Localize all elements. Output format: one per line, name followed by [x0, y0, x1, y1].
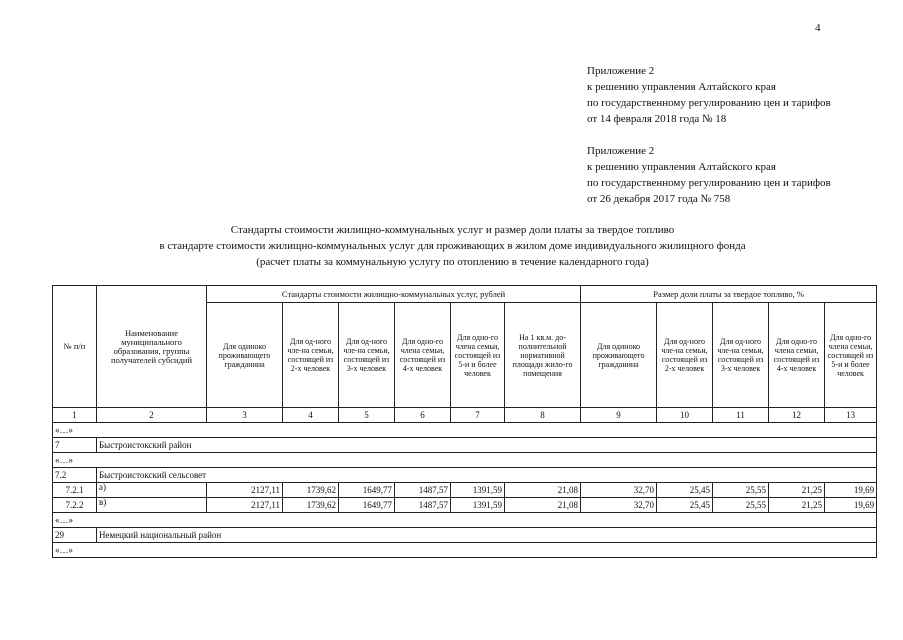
header-col-11: Для од-ного чле-на семьи, состоящей из 3-х человек: [713, 303, 769, 408]
section-row-district: [53, 438, 877, 453]
section-name: Быстроистокский район: [97, 438, 877, 453]
header-col-8: На 1 кв.м. до-полнительной нормативной площади жило-го помещения: [505, 303, 581, 408]
appendix-block-current: [587, 63, 831, 127]
header-group-standards: Стандарты стоимости жилищно-коммунальных услуг, рублей: [207, 286, 581, 303]
header-col-5: Для од-ного чле-на семьи, состоящей из 3-х человек: [339, 303, 395, 408]
header-col-6: Для одно-го члена семьи, состоящей из 4-х человек: [395, 303, 451, 408]
appendix-line: Приложение 2: [587, 145, 655, 157]
title-line: (расчет платы за коммунальную услугу по отоплению в течение календарного года): [256, 256, 649, 268]
header-col-7: Для одно-го члена семьи, состоящей из 5-и и более человек: [451, 303, 505, 408]
value-cell: 1391,59: [451, 498, 505, 513]
value-cell: 2127,11: [207, 483, 283, 498]
appendix-line: от 14 февраля 2018 года № 18: [587, 113, 727, 125]
appendix-block-previous: [587, 143, 831, 207]
header-col-9: Для одиноко проживающего гражданина: [581, 303, 657, 408]
ellipsis-row: [53, 423, 877, 438]
section-number: 7.2: [53, 468, 97, 483]
column-number: 12: [769, 408, 825, 423]
value-cell: 21,25: [769, 483, 825, 498]
column-number: 7: [451, 408, 505, 423]
appendix-line: к решению управления Алтайского края: [587, 81, 776, 93]
row-name: а): [97, 483, 207, 498]
value-cell: 21,08: [505, 483, 581, 498]
value-cell: 19,69: [825, 498, 877, 513]
value-cell: 1649,77: [339, 483, 395, 498]
value-cell: 21,08: [505, 498, 581, 513]
header-group-share: Размер доли платы за твердое топливо, %: [581, 286, 877, 303]
section-number: 7: [53, 438, 97, 453]
page-number: 4: [815, 22, 821, 34]
column-number-row: [53, 408, 877, 423]
value-cell: 32,70: [581, 498, 657, 513]
value-cell: 21,25: [769, 498, 825, 513]
ellipsis-row: [53, 543, 877, 558]
value-cell: 1739,62: [283, 498, 339, 513]
column-number: 5: [339, 408, 395, 423]
table-row: [53, 498, 877, 513]
value-cell: 25,55: [713, 498, 769, 513]
column-number: 8: [505, 408, 581, 423]
standards-table: [52, 285, 877, 558]
section-name: Быстроистокский сельсовет: [97, 468, 877, 483]
column-number: 2: [97, 408, 207, 423]
column-number: 6: [395, 408, 451, 423]
section-row-district: [53, 528, 877, 543]
ellipsis-cell: «…»: [53, 513, 877, 528]
column-number: 13: [825, 408, 877, 423]
value-cell: 25,55: [713, 483, 769, 498]
value-cell: 1391,59: [451, 483, 505, 498]
column-number: 10: [657, 408, 713, 423]
column-number: 3: [207, 408, 283, 423]
section-number: 29: [53, 528, 97, 543]
ellipsis-row: [53, 513, 877, 528]
section-name: Немецкий национальный район: [97, 528, 877, 543]
header-col-10: Для од-ного чле-на семьи, состоящей из 2-х человек: [657, 303, 713, 408]
appendix-line: по государственному регулированию цен и тарифов: [587, 97, 831, 109]
header-col-13: Для одно-го члена семьи, состоящей из 5-и и более человек: [825, 303, 877, 408]
row-number: 7.2.2: [53, 498, 97, 513]
ellipsis-row: [53, 453, 877, 468]
appendix-line: Приложение 2: [587, 65, 655, 77]
header-col-3: Для одиноко проживающего гражданина: [207, 303, 283, 408]
ellipsis-cell: «…»: [53, 423, 877, 438]
appendix-line: от 26 декабря 2017 года № 758: [587, 193, 731, 205]
ellipsis-cell: «…»: [53, 453, 877, 468]
ellipsis-cell: «…»: [53, 543, 877, 558]
column-number: 9: [581, 408, 657, 423]
column-number: 1: [53, 408, 97, 423]
title-line: в стандарте стоимости жилищно-коммунальных услуг для проживающих в жилом доме индивидуального жилищного фонда: [159, 240, 746, 252]
value-cell: 19,69: [825, 483, 877, 498]
header-col-no: № п/п: [53, 286, 97, 408]
section-row-settlement: [53, 468, 877, 483]
title-line: Стандарты стоимости жилищно-коммунальных услуг и размер доли платы за твердое топливо: [230, 224, 675, 236]
value-cell: 1649,77: [339, 498, 395, 513]
header-col-name: Наименование муниципального образования, группы получателей субсидий: [97, 286, 207, 408]
appendix-line: по государственному регулированию цен и тарифов: [587, 177, 831, 189]
value-cell: 2127,11: [207, 498, 283, 513]
value-cell: 1487,57: [395, 498, 451, 513]
value-cell: 1487,57: [395, 483, 451, 498]
header-col-4: Для од-ного чле-на семьи, состоящей из 2-х человек: [283, 303, 339, 408]
value-cell: 25,45: [657, 483, 713, 498]
value-cell: 32,70: [581, 483, 657, 498]
value-cell: 25,45: [657, 498, 713, 513]
header-col-12: Для одно-го члена семьи, состоящей из 4-х человек: [769, 303, 825, 408]
column-number: 11: [713, 408, 769, 423]
row-name: в): [97, 498, 207, 513]
column-number: 4: [283, 408, 339, 423]
table-row: [53, 483, 877, 498]
appendix-line: к решению управления Алтайского края: [587, 161, 776, 173]
document-title: [60, 222, 845, 270]
value-cell: 1739,62: [283, 483, 339, 498]
row-number: 7.2.1: [53, 483, 97, 498]
